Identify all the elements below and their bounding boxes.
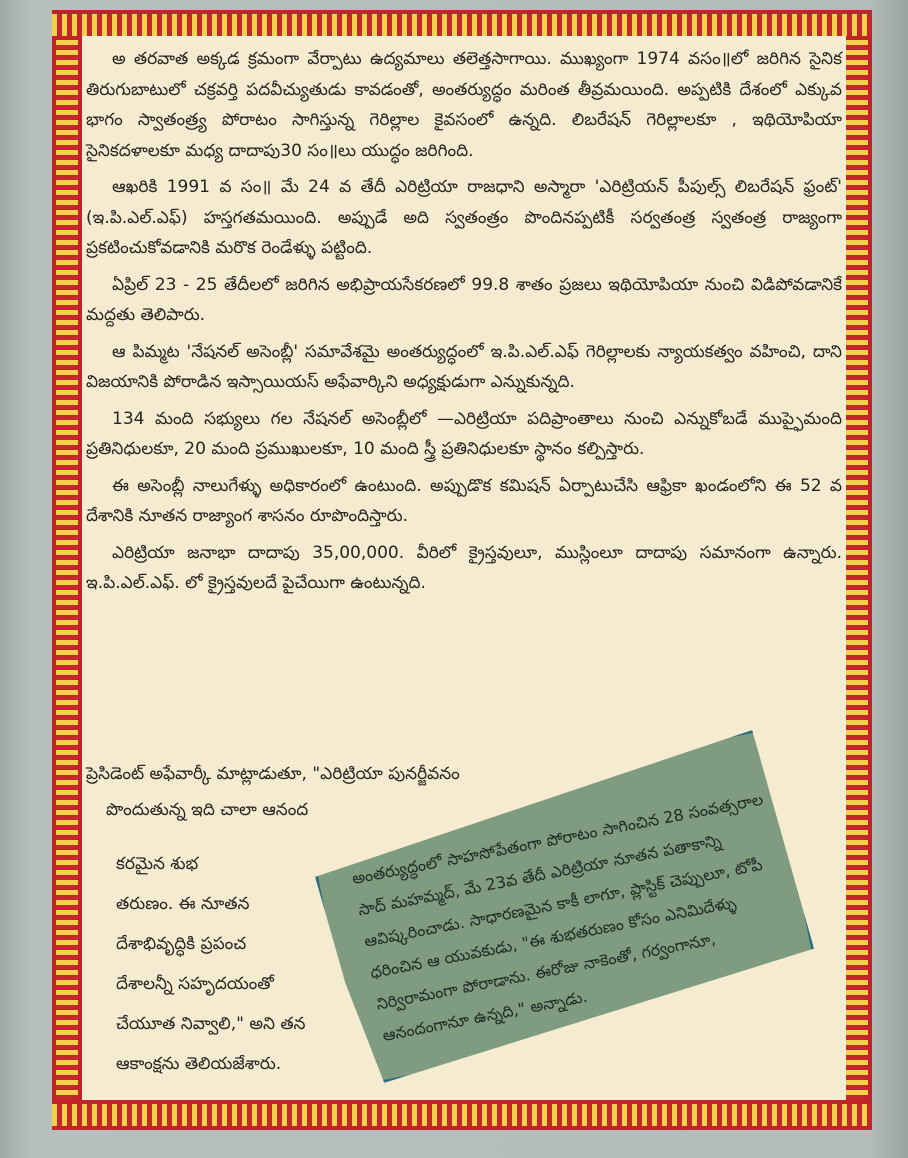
quote-line: చేయూత నివ్వాలి," అని తన xyxy=(116,1014,306,1034)
quote-line: ఆకాంక్షను తెలియజేశారు. xyxy=(116,1054,282,1074)
paragraph: ఆ పిమ్మట 'నేషనల్ అసెంబ్లీ' సమావేశమై అంతర్యుద్ధంలో ఇ.పి.ఎల్.ఎఫ్ గెరిల్లాలకు న్యాయకత్వం వహించి, దాని విజయానికి పోరాడిన ఇస్సాయియస్ అఫేవార్కిని అధ్యక్షుడుగా ఎన్నుకున్నది. xyxy=(86,341,842,392)
callout-text: అంతర్యుద్ధంలో సాహసోపేతంగా పోరాటం సాగించిన 28 సంవత్సరాల సాద్ మహమ్మద్, మే 23వ తేదీ ఎరిట్రియా నూతన పతాకాన్ని ఆవిష్కరించాడు. సాధారణమైన కాకీ లాగూ, ప్లాస్టిక్ చెప్పులూ, టోపీ ధరించిన ఆ యువకుడు, "ఈ శుభతరుణం కోసం ఎనిమిదేళ్ళు నిర్విరామంగా పోరాడాను. ఈరోజు నాకెంతో, గర్వంగానూ, ఆనందంగానూ ఉన్నది," అన్నాడు. xyxy=(350,789,765,1046)
quote-line: దేశాలన్నీ సహృదయంతో xyxy=(116,974,274,994)
border-stripe-right xyxy=(846,40,868,1100)
paragraph: ఈ అసెంబ్లీ నాలుగేళ్ళు అధికారంలో ఉంటుంది. అప్పుడొక కమిషన్ ఏర్పాటుచేసి ఆఫ్రికా ఖండంలోని ఈ 52 వ దేశానికి నూతన రాజ్యాంగ శాసనం రూపొందిస్తారు. xyxy=(86,475,842,526)
quote-line: ప్రెసిడెంట్ అఫేవార్కీ మాట్లాడుతూ, "ఎరిట్రియా పునర్జీవనం xyxy=(86,764,460,784)
paragraph: ఎరిట్రియా జనాభా దాదాపు 35,00,000. వీరిలో క్రైస్తవులూ, ముస్లింలూ దాదాపు సమానంగా ఉన్నారు. ఇ.పి.ఎల్.ఎఫ్. లో క్రైస్తవులదే పైచేయిగా ఉంటున్నది. xyxy=(86,542,842,593)
paragraph: ఆఖరికి 1991 వ సం॥ మే 24 వ తేదీ ఎరిట్రియా రాజధాని అస్మారా 'ఎరిట్రియన్ పీపుల్స్ లిబరేషన్ ఫ్రంట్' (ఇ.పి.ఎల్.ఎఫ్) హస్తగతమయింది. అప్పుడే అది స్వతంత్రం పొందినప్పటికీ సర్వతంత్ర స్వతంత్ర రాజ్యంగా ప్రకటించుకోవడానికి మరొక రెండేళ్ళు పట్టింది. xyxy=(86,177,842,258)
quote-line: పొందుతున్న ఇది చాలా ఆనంద xyxy=(106,800,309,820)
quote-line: కరమైన శుభ xyxy=(116,854,199,874)
quote-line: దేశాభివృద్ధికి ప్రపంచ xyxy=(116,934,247,954)
border-stripe-left xyxy=(56,40,78,1100)
quote-line: తరుణం. ఈ నూతన xyxy=(116,894,250,914)
paragraph: అ తరవాత అక్కడ క్రమంగా వేర్పాటు ఉద్యమాలు తలెత్తసాగాయి. ముఖ్యంగా 1974 వసం॥లో జరిగిన సైనిక తిరుగుబాటులో చక్రవర్తి పదవీచ్యుతుడు కావడంతో, అంతర్యుద్ధం మరింత తీవ్రమయింది. అప్పటికి దేశంలో ఎక్కువ భాగం స్వాతంత్ర్య పోరాటం సాగిస్తున్న గెరిల్లాల కైవసంలో ఉన్నది. లిబరేషన్ గెరిల్లాలకూ , ఇథియోపియా సైనికదళాలకూ మధ్య దాదాపు30 సం॥లు యుద్ధం జరిగింది. xyxy=(86,49,842,161)
border-stripe-bottom xyxy=(52,1104,872,1126)
paragraph: 134 మంది సభ్యులు గల నేషనల్ అసెంబ్లీలో —ఎరిట్రియా పదిప్రాంతాలు నుంచి ఎన్నుకోబడే ముప్ఫైమంది ప్రతినిధులకూ, 20 మంది ప్రముఖులకూ, 10 మంది స్త్రీ ప్రతినిధులకూ స్థానం కల్పిస్తారు. xyxy=(86,408,842,459)
paragraph: ఏప్రిల్ 23 - 25 తేదీలలో జరిగిన అభిప్రాయసేకరణలో 99.8 శాతం ప్రజలు ఇథియోపియా నుంచి విడిపోవడానికే మద్దతు తెలిపారు. xyxy=(86,274,842,325)
border-stripe-top xyxy=(52,14,872,36)
article-text xyxy=(86,44,842,605)
